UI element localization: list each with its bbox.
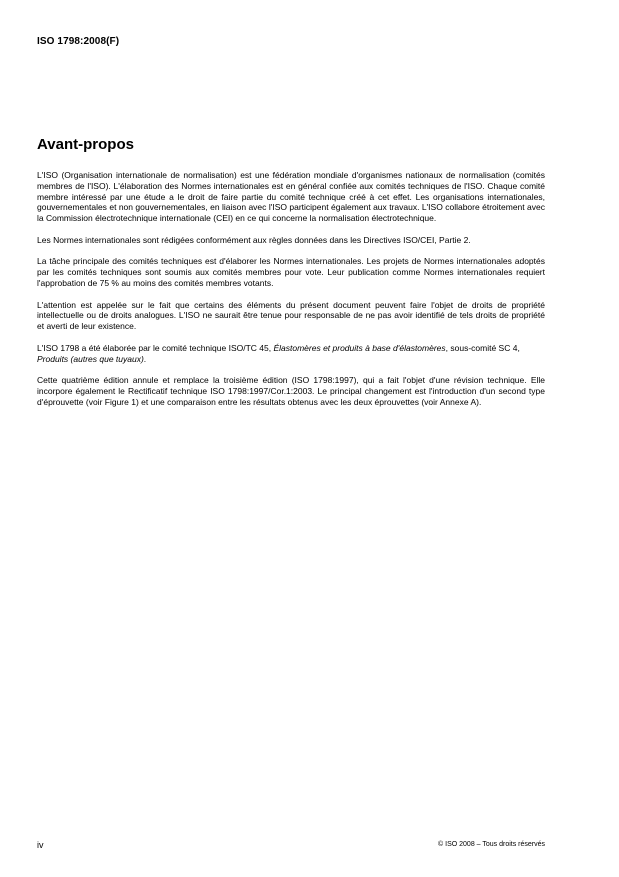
subcommittee-title: Produits (autres que tuyaux) [37, 353, 144, 364]
copyright-notice: © ISO 2008 – Tous droits réservés [438, 841, 545, 848]
paragraph-directives: Les Normes internationales sont rédigées conformément aux règles données dans les Directives ISO/CEI, Partie 2. [37, 234, 471, 245]
paragraph-iso-organisation: L'ISO (Organisation internationale de normalisation) est une fédération mondiale d'organismes nationaux de normalisation (comités membres de l'ISO). L'élaboration des Normes internationales est en général confiée aux comités techniques de l'ISO. Chaque comité membre intéressé par une étude a le droit de faire partie du comité technique créé à cet effet. Les organisations internationales, gouvernementales et non gouvernementales, en liaison avec l'ISO participent également aux travaux. L'ISO collabore étroitement avec la Commission électrotechnique internationale (CEI) en ce qui concerne la normalisation électrotechnique. [37, 170, 545, 224]
document-code: ISO 1798:2008(F) [37, 36, 120, 47]
page-title: Avant-propos [37, 136, 134, 153]
page-number: iv [37, 840, 44, 850]
paragraph-committee-origin [37, 343, 545, 365]
committee-title: Élastomères et produits à base d'élastomères [273, 342, 446, 353]
committee-text-1: L'ISO 1798 a été élaborée par le comité technique ISO/TC 45, [37, 342, 274, 353]
paragraph-edition-history: Cette quatrième édition annule et remplace la troisième édition (ISO 1798:1997), qui a fait l'objet d'une révision technique. Elle incorpore également le Rectificatif technique ISO 1798:1997/Cor.1:2003. Le principal changement est l'introduction d'un second type d'éprouvette (voir Figure 1) et une comparaison entre les résultats obtenus avec les deux éprouvettes (voir Annexe A). [37, 375, 545, 407]
committee-text-3: . [143, 353, 147, 364]
paragraph-patent-rights: L'attention est appelée sur le fait que certains des éléments du présent document peuvent faire l'objet de droits de propriété intellectuelle ou de droits analogues. L'ISO ne saurait être tenue pour responsable de ne pas avoir identifié de tels droits de propriété et averti de leur existence. [37, 299, 545, 332]
foreword-body [37, 170, 545, 418]
paragraph-technical-committees: La tâche principale des comités techniques est d'élaborer les Normes internationales. Les projets de Normes internationales adoptés par les comités techniques sont soumis aux comités membres pour vote. Leur publication comme Normes internationales requiert l'approbation de 75 % au moins des comités membres votants. [37, 256, 545, 288]
committee-text-2: , sous-comité SC 4, [445, 342, 520, 353]
